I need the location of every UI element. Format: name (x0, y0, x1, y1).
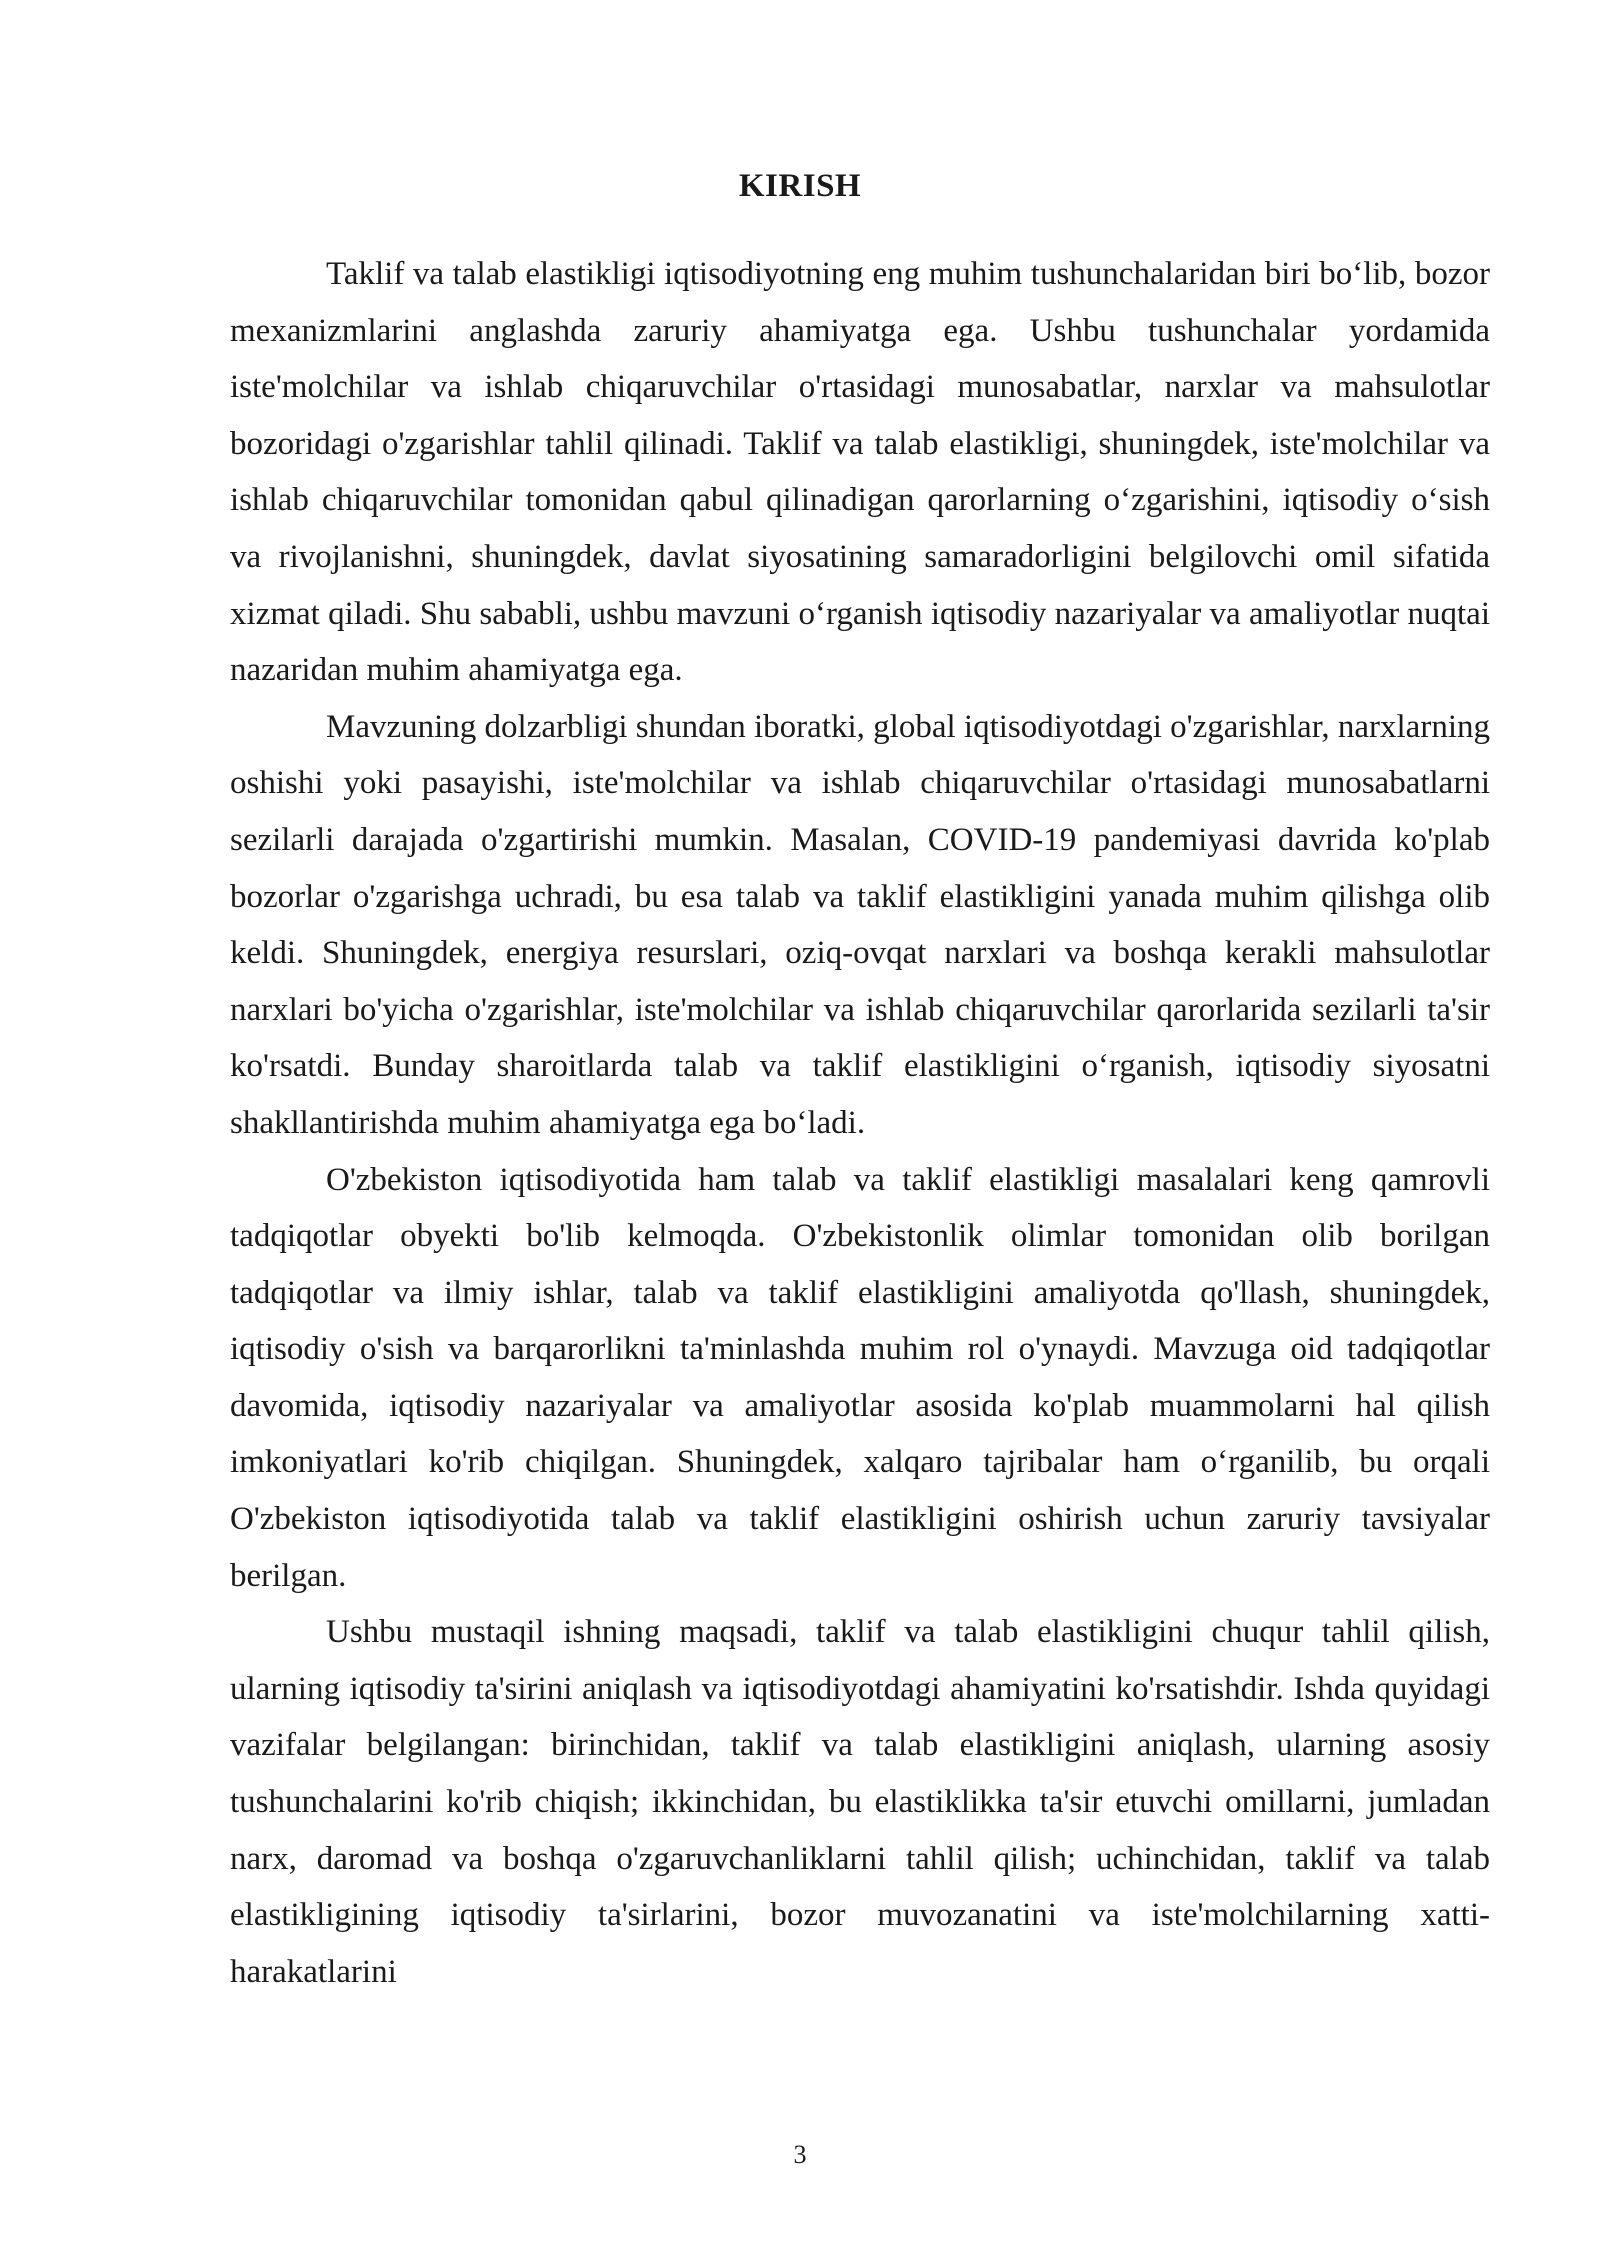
paragraph-intro: Taklif va talab elastikligi iqtisodiyotning eng muhim tushunchalaridan biri bo‘lib, bozor mexanizmlarini anglashda zaruriy ahamiyatga ega. Ushbu tushunchalar yordamida iste'molchilar va ishlab chiqaruvchilar o'rtasidagi munosabatlar, narxlar va mahsulotlar bozoridagi o'zgarishlar tahlil qilinadi. Taklif va talab elastikligi, shuningdek, iste'molchilar va ishlab chiqaruvchilar tomonidan qabul qilinadigan qarorlarning o‘zgarishini, iqtisodiy o‘sish va rivojlanishni, shuningdek, davlat siyosatining samaradorligini belgilovchi omil sifatida xizmat qiladi. Shu sababli, ushbu mavzuni o‘rganish iqtisodiy nazariyalar va amaliyotlar nuqtai nazaridan muhim ahamiyatga ega. (230, 256, 1490, 689)
page-heading: KIRISH (738, 168, 862, 204)
page-number: 3 (793, 2140, 807, 2169)
paragraph-relevance: Mavzuning dolzarbligi shundan iboratki, global iqtisodiyotdagi o'zgarishlar, narxlarning oshishi yoki pasayishi, iste'molchilar va ishlab chiqaruvchilar o'rtasidagi munosabatlarni sezilarli darajada o'zgartirishi mumkin. Masalan, COVID-19 pandemiyasi davrida ko'plab bozorlar o'zgarishga uchradi, bu esa talab va taklif elastikligini yanada muhim qilishga olib keldi. Shuningdek, energiya resurslari, oziq-ovqat narxlari va boshqa kerakli mahsulotlar narxlari bo'yicha o'zgarishlar, iste'molchilar va ishlab chiqaruvchilar qarorlarida sezilarli ta'sir ko'rsatdi. Bunday sharoitlarda talab va taklif elastikligini o‘rganish, iqtisodiy siyosatni shakllantirishda muhim ahamiyatga ega bo‘ladi. (230, 708, 1490, 1141)
paragraph-objectives: Ushbu mustaqil ishning maqsadi, taklif va talab elastikligini chuqur tahlil qilish, ularning iqtisodiy ta'sirini aniqlash va iqtisodiyotdagi ahamiyatini ko'rsatishdir. Ishda quyidagi vazifalar belgilangan: birinchidan, taklif va talab elastikligini aniqlash, ularning asosiy tushunchalarini ko'rib chiqish; ikkinchidan, bu elastiklikka ta'sir etuvchi omillarni, jumladan narx, daromad va boshqa o'zgaruvchanliklarni tahlil qilish; uchinchidan, taklif va talab elastikligining iqtisodiy ta'sirlarini, bozor muvozanatini va iste'molchilarning xatti-harakatlarini (230, 1614, 1490, 1990)
paragraph-uzbekistan: O'zbekiston iqtisodiyotida ham talab va taklif elastikligi masalalari keng qamrovli tadqiqotlar obyekti bo'lib kelmoqda. O'zbekistonlik olimlar tomonidan olib borilgan tadqiqotlar va ilmiy ishlar, talab va taklif elastikligini amaliyotda qo'llash, shuningdek, iqtisodiy o'sish va barqarorlikni ta'minlashda muhim rol o'ynaydi. Mavzuga oid tadqiqotlar davomida, iqtisodiy nazariyalar va amaliyotlar asosida ko'plab muammolarni hal qilish imkoniyatlari ko'rib chiqilgan. Shuningdek, xalqaro tajribalar ham o‘rganilib, bu orqali O'zbekiston iqtisodiyotida talab va taklif elastikligini oshirish uchun zaruriy tavsiyalar berilgan. (230, 1161, 1490, 1594)
body-text (230, 246, 1490, 2000)
